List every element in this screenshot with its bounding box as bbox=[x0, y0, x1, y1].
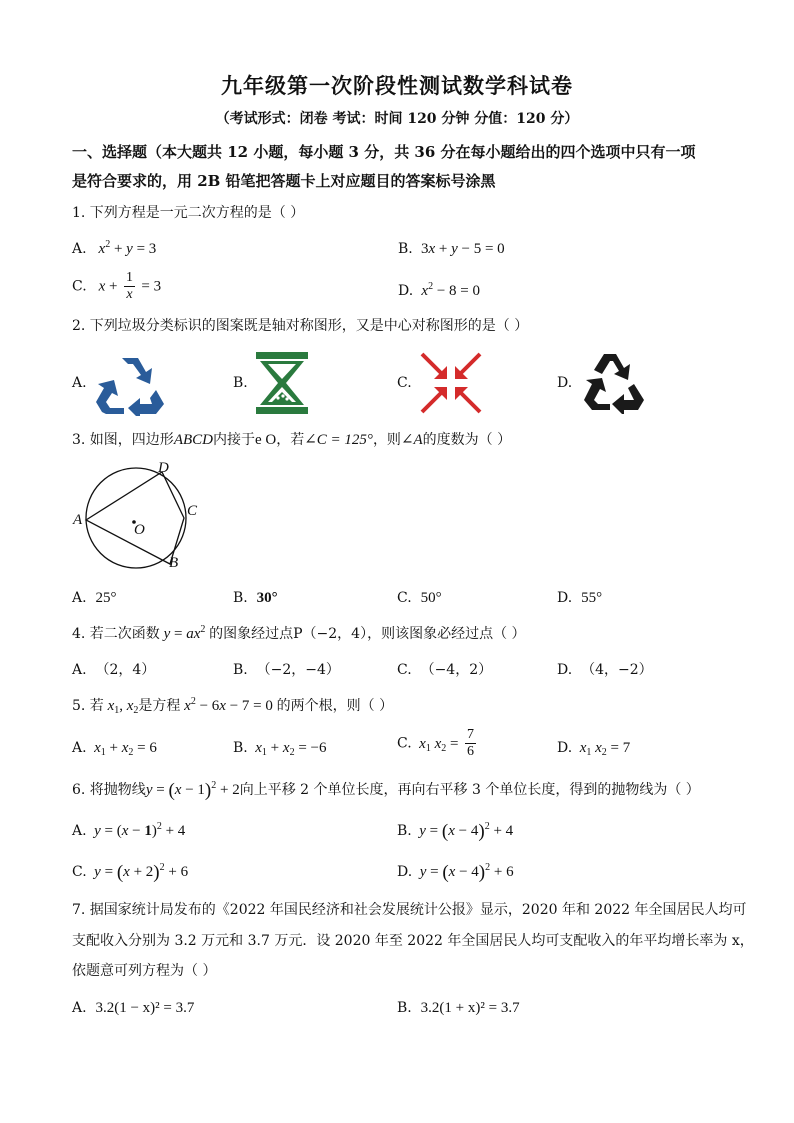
q6-option-a[interactable]: A. $y = (x - 1)^2 + 4$ bbox=[72, 821, 186, 839]
q5-stem: 5. 若 $x_1$, $x_2$是方程 $x^2 - 6x - 7 = 0$ 的两个根，则（ ） bbox=[72, 696, 394, 716]
q1-stem: 1. 下列方程是一元二次方程的是（ ） bbox=[72, 205, 305, 221]
section-instructions-line2: 是符合要求的，用 2B 铅笔把答题卡上对应题目的答案标号涂黑 bbox=[72, 172, 496, 190]
q2-option-c-label[interactable]: C. bbox=[397, 375, 412, 391]
q1-option-b-formula: 3x + y − 5 = 0 bbox=[417, 241, 505, 257]
q1-option-d-formula: $x^2 - 8 = 0$ bbox=[421, 281, 480, 299]
q5-option-c[interactable]: C. $x_1$ $x_2$ = $\frac{7}{6}$ bbox=[397, 727, 474, 759]
recycle-arrows-icon bbox=[582, 350, 646, 418]
q4-option-c[interactable]: C. （−4，2） bbox=[397, 662, 493, 678]
recycle-arrows-icon bbox=[96, 352, 164, 420]
q5-option-d[interactable]: D. $x_1$ $x_2 = 7$ bbox=[557, 740, 631, 758]
q1-option-a[interactable]: A. $x^2 + y = 3$ bbox=[72, 239, 157, 257]
q7-option-b[interactable]: B. 3.2(1 + x)² = 3.7 bbox=[397, 1000, 520, 1016]
q3-option-d[interactable]: D. 55° bbox=[557, 590, 603, 606]
q7-option-a[interactable]: A. 3.2(1 − x)² = 3.7 bbox=[72, 1000, 195, 1016]
q1-option-c-fraction: $\frac{1}{x}$ bbox=[125, 270, 133, 302]
q2-option-b-label[interactable]: B. bbox=[233, 375, 248, 391]
section-instructions-line1: 一、选择题（本大题共 12 小题，每小题 3 分，共 36 分在每小题给出的四个选项中只有一项 bbox=[72, 143, 696, 161]
q4-option-b[interactable]: B. （−2，−4） bbox=[233, 662, 340, 678]
q7-stem-line2: 支配收入分别为 3.2 万元和 3.7 万元．设 2020 年至 2022 年全国居民人均可支配收入的年平均增长率为 x， bbox=[72, 933, 754, 949]
hourglass-icon bbox=[256, 352, 308, 418]
q5-option-c-fraction: $\frac{7}{6}$ bbox=[466, 727, 474, 759]
q2-option-d-label[interactable]: D. bbox=[557, 375, 573, 391]
q2-option-a-label[interactable]: A. bbox=[72, 375, 87, 391]
page-title: 九年级第一次阶段性测试数学科试卷 bbox=[221, 73, 573, 98]
q7-stem-line3: 依题意可列方程为（ ） bbox=[72, 963, 217, 979]
q3-option-b[interactable]: B. 30° bbox=[233, 590, 278, 606]
q6-option-d[interactable]: D. $y = (x - 4)^2 + 6$ bbox=[397, 862, 514, 883]
exam-info: （考试形式：闭卷 考试：时间 120 分钟 分值：120 分） bbox=[215, 111, 579, 127]
q4-option-d[interactable]: D. （4，−2） bbox=[557, 662, 653, 678]
q3-option-a[interactable]: A. 25° bbox=[72, 590, 117, 606]
q5-option-b[interactable]: B. $x_1 + x_2 = -6$ bbox=[233, 740, 327, 758]
inward-arrows-icon bbox=[420, 352, 482, 418]
q4-stem: 4. 若二次函数 $y = ax^2$ 的图象经过点P（−2，4），则该图象必经过点（ ） bbox=[72, 624, 526, 642]
q3-stem: 3. 如图，四边形ABCD内接于e O，若∠C = 125°，则∠A的度数为（ ） bbox=[72, 432, 512, 448]
q1-option-c[interactable]: C. x + $\frac{1}{x}$ = 3 bbox=[72, 270, 162, 302]
q1-option-a-formula: $x^2 + y = 3$ bbox=[98, 239, 157, 257]
q6-option-c[interactable]: C. $y = (x + 2)^2 + 6$ bbox=[72, 862, 189, 883]
q2-stem: 2. 下列垃圾分类标识的图案既是轴对称图形，又是中心对称图形的是（ ） bbox=[72, 318, 529, 334]
q6-stem: 6. 将抛物线$y = (x - 1)^2 + 2$向上平移 2 个单位长度，再向右平移 3 个单位长度，得到的抛物线为（ ） bbox=[72, 780, 700, 801]
q6-option-b[interactable]: B. $y = (x - 4)^2 + 4$ bbox=[397, 821, 514, 842]
q3-option-c[interactable]: C. 50° bbox=[397, 590, 442, 606]
q7-stem-line1: 7. 据国家统计局发布的《2022 年国民经济和社会发展统计公报》显示，2020 年和 2022 年全国居民人均可 bbox=[72, 902, 747, 918]
q5-option-a[interactable]: A. $x_1 + x_2 = 6$ bbox=[72, 740, 157, 758]
q1-option-b[interactable]: B. 3x + y − 5 = 0 bbox=[398, 241, 505, 257]
q3-circle-diagram: A D C B O bbox=[73, 460, 198, 571]
q4-option-a[interactable]: A. （2，4） bbox=[72, 662, 156, 678]
q1-option-d[interactable]: D. $x^2 - 8 = 0$ bbox=[398, 281, 480, 299]
